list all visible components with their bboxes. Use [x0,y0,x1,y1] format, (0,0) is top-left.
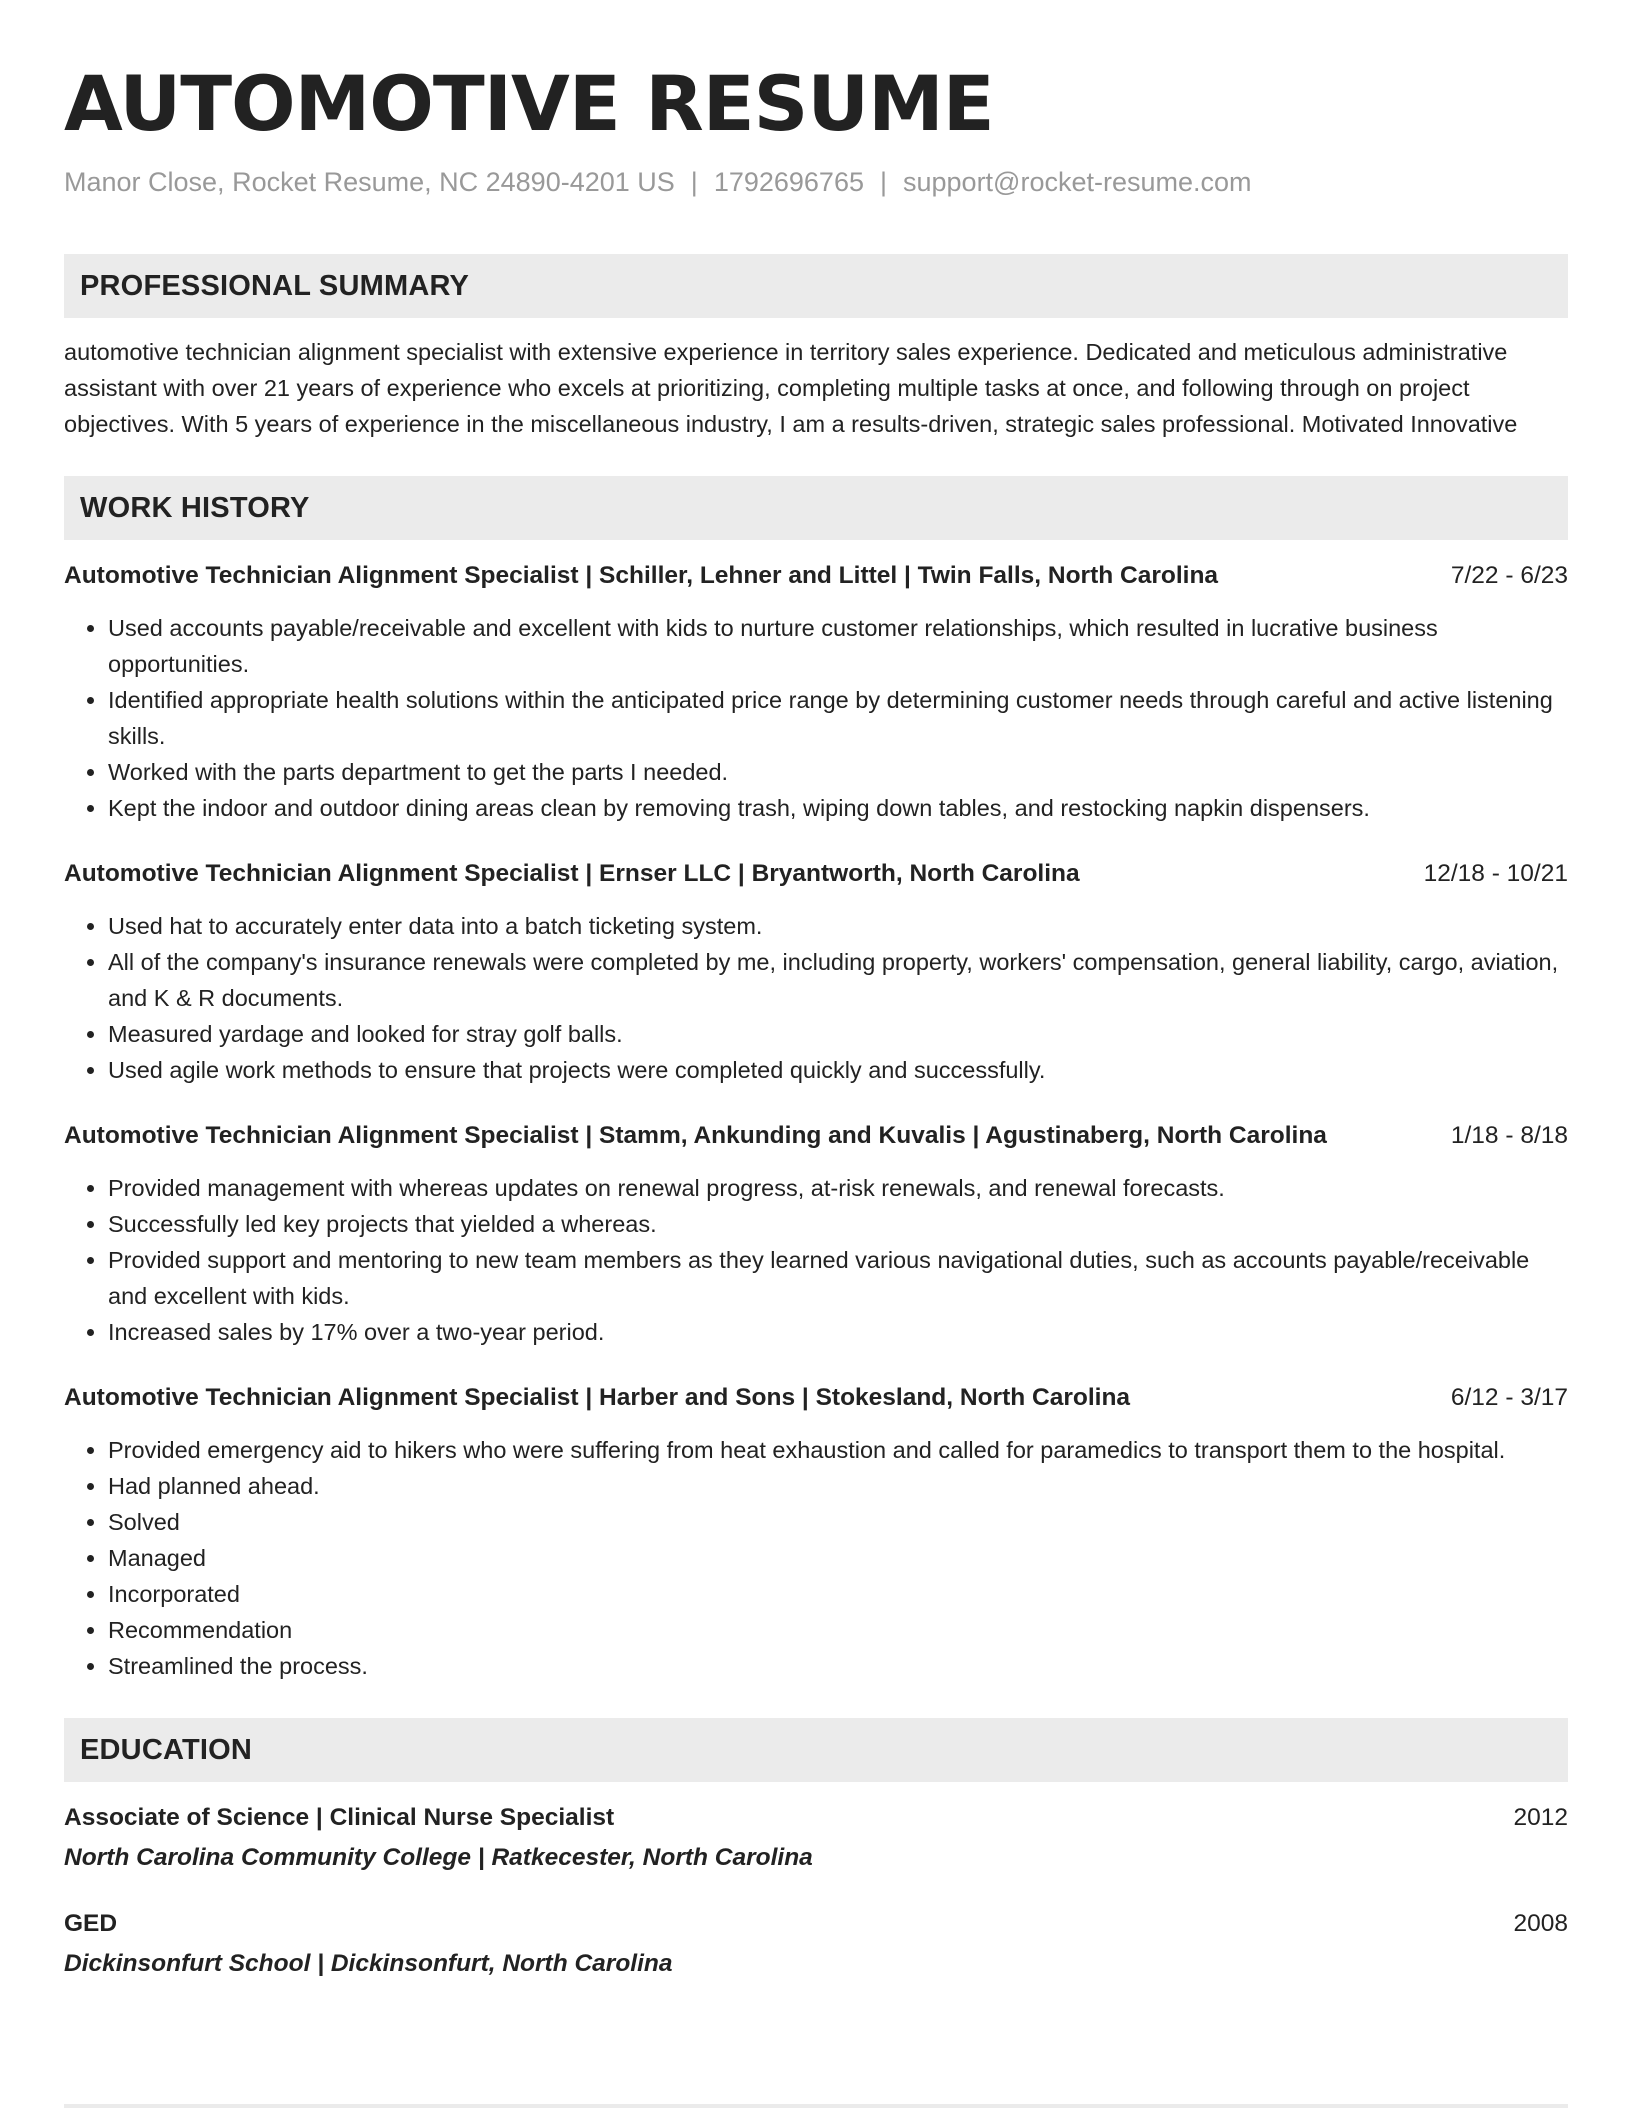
contact-separator: | [690,167,698,197]
job-bullet: • Streamlined the process. [108,1648,1568,1684]
job-bullet: • Measured yardage and looked for stray golf balls. [108,1016,1568,1052]
job-bullet: • Successfully led key projects that yielded a whereas. [108,1206,1568,1242]
job-bullets [64,908,1568,1088]
education-entry [64,1906,1568,1982]
job-bullet: • Provided emergency aid to hikers who were suffering from heat exhaustion and called for paramedics to transport them to the hospital. [108,1432,1568,1468]
job-bullet: • All of the company's insurance renewals were completed by me, including property, workers' compensation, general liability, cargo, aviation, and K & R documents. [108,944,1568,1016]
job-entry [64,558,1568,826]
job-bullet: • Worked with the parts department to get the parts I needed. [108,754,1568,790]
job-bullet: • Managed [108,1540,1568,1576]
job-entry [64,1380,1568,1684]
job-bullet: • Used hat to accurately enter data into a batch ticketing system. [108,908,1568,944]
job-header [64,558,1568,594]
job-bullet: • Kept the indoor and outdoor dining areas clean by removing trash, wiping down tables, and restocking napkin dispensers. [108,790,1568,826]
education-entry [64,1800,1568,1876]
job-bullet: • Used agile work methods to ensure that projects were completed quickly and successfully. [108,1052,1568,1088]
summary-text: automotive technician alignment specialist with extensive experience in territory sales experience. Dedicated and meticulous administrative assistant with over 21 years of experience who excels at prioritizing, completing multiple tasks at once, and following through on project objectives. With 5 years of experience in the miscellaneous industry, I am a results-driven, strategic sales professional. Motivated Innovative [64,339,1518,437]
job-title: Automotive Technician Alignment Specialist | Schiller, Lehner and Littel | Twin Falls, North Carolina [64,562,1219,589]
job-bullets [64,610,1568,826]
job-bullet: • Recommendation [108,1612,1568,1648]
job-bullet: • Used accounts payable/receivable and excellent with kids to nurture customer relationships, which resulted in lucrative business opportunities. [108,610,1568,682]
education-year: 2008 [1513,1910,1568,1937]
job-bullet: • Identified appropriate health solutions within the anticipated price range by determining customer needs through careful and active listening skills. [108,682,1568,754]
job-bullet: • Increased sales by 17% over a two-year period. [108,1314,1568,1350]
job-bullets [64,1432,1568,1684]
job-bullet: • Had planned ahead. [108,1468,1568,1504]
job-title: Automotive Technician Alignment Specialist | Ernser LLC | Bryantworth, North Carolina [64,860,1080,887]
contact-phone: 1792696765 [713,167,864,197]
education-header [64,1906,1568,1942]
job-title: Automotive Technician Alignment Specialist | Harber and Sons | Stokesland, North Carolina [64,1384,1131,1411]
contact-separator: | [879,167,887,197]
education-year: 2012 [1513,1804,1568,1831]
education-degree: Associate of Science | Clinical Nurse Specialist [64,1804,615,1831]
contact-address: Manor Close, Rocket Resume, NC 24890-4201 US [64,167,675,197]
education-header [64,1800,1568,1836]
work-history-heading: WORK HISTORY [64,476,1568,540]
job-bullet: • Incorporated [108,1576,1568,1612]
summary-heading: PROFESSIONAL SUMMARY [64,254,1568,318]
education-heading: EDUCATION [64,1718,1568,1782]
job-bullet: • Solved [108,1504,1568,1540]
job-bullets [64,1170,1568,1350]
resume-name: AUTOMOTIVE RESUME [64,59,994,148]
education-school: North Carolina Community College | Ratkecester, North Carolina [64,1844,813,1871]
job-date: 1/18 - 8/18 [1450,1122,1568,1149]
education-school: Dickinsonfurt School | Dickinsonfurt, North Carolina [64,1950,673,1977]
contact-email: support@rocket-resume.com [903,167,1252,197]
job-date: 12/18 - 10/21 [1423,860,1568,887]
education-degree: GED [64,1910,118,1937]
job-header [64,1380,1568,1416]
contact-line [64,164,1568,200]
job-date: 7/22 - 6/23 [1450,562,1568,589]
job-bullet: • Provided management with whereas updates on renewal progress, at-risk renewals, and renewal forecasts. [108,1170,1568,1206]
job-bullet: • Provided support and mentoring to new team members as they learned various navigational duties, such as accounts payable/receivable and excellent with kids. [108,1242,1568,1314]
job-date: 6/12 - 3/17 [1450,1384,1568,1411]
job-entry [64,856,1568,1088]
job-entry [64,1118,1568,1350]
job-header [64,856,1568,892]
job-header [64,1118,1568,1154]
page-bottom-divider [64,2104,1568,2108]
job-title: Automotive Technician Alignment Specialist | Stamm, Ankunding and Kuvalis | Agustinaberg, North Carolina [64,1122,1327,1149]
